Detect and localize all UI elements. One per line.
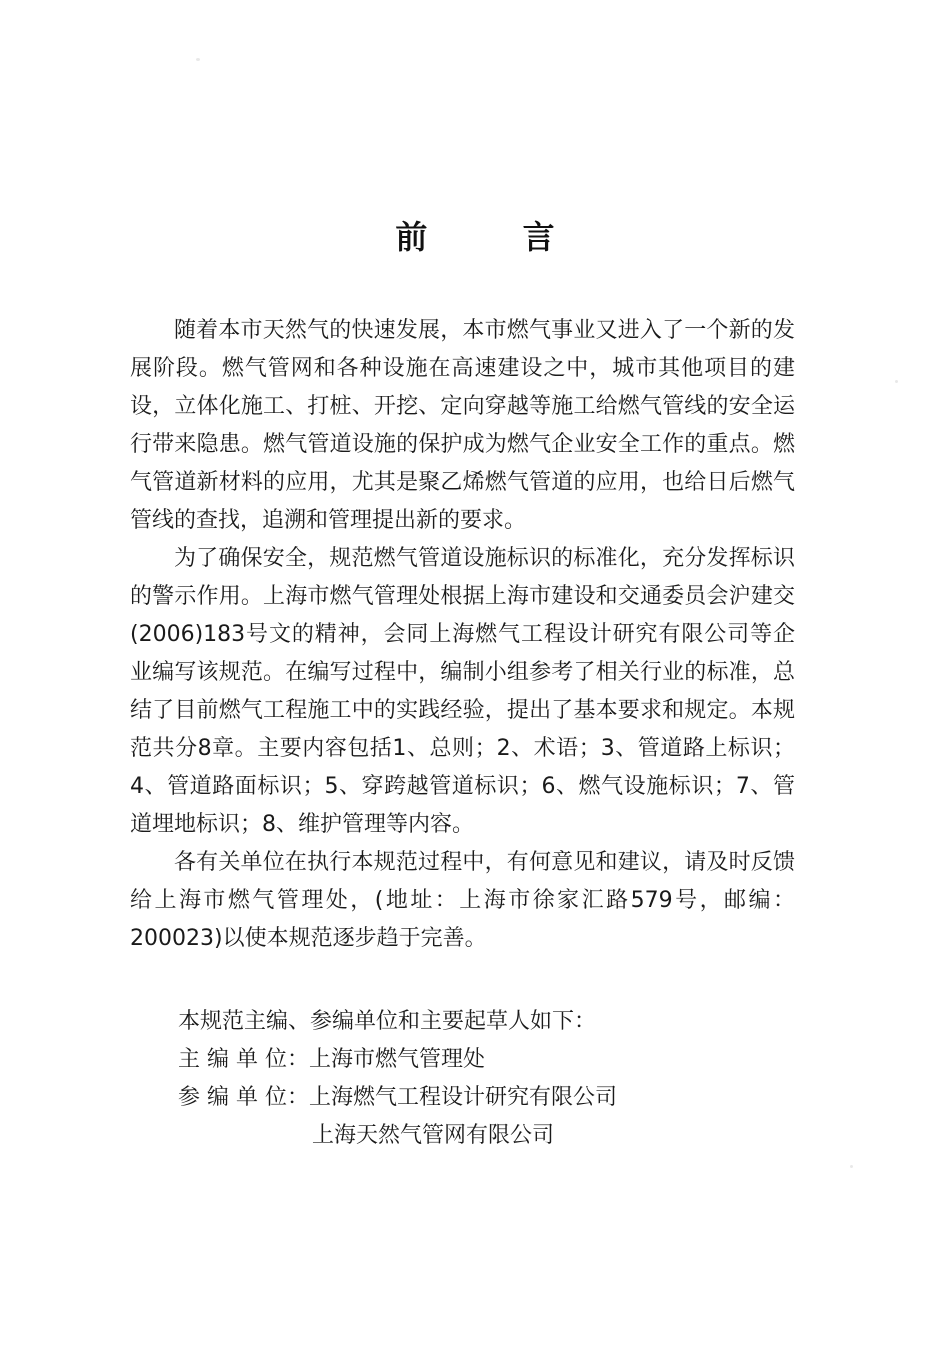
- paragraph-3: 各有关单位在执行本规范过程中，有何意见和建议，请及时反馈给上海市燃气管理处，(地址：上海市徐家汇路579号，邮编：200023)以使本规范逐步趋于完善。: [130, 850, 795, 951]
- chief-editor-unit: 主 编 单 位：上海市燃气管理处: [178, 1047, 485, 1072]
- scan-speck: [196, 58, 200, 61]
- scan-speck: [895, 380, 898, 383]
- paragraph-2: 为了确保安全，规范燃气管道设施标识的标准化，充分发挥标识的警示作用。上海市燃气管理处根据上海市建设和交通委员会沪建交(2006)183号文的精神，会同上海燃气工程设计研究有限公司等企业编写该规范。在编写过程中，编制小组参考了相关行业的标准，总结了目前燃气工程施工中的实践经验，提出了基本要求和规定。本规范共分8章。主要内容包括1、总则；2、术语；3、管道路上标识；4、管道路面标识；5、穿跨越管道标识；6、燃气设施标识；7、管道埋地标识；8、维护管理等内容。: [130, 546, 795, 837]
- paragraph-1: 随着本市天然气的快速发展，本市燃气事业又进入了一个新的发展阶段。燃气管网和各种设施在高速建设之中，城市其他项目的建设，立体化施工、打桩、开挖、定向穿越等施工给燃气管线的安全运行带来隐患。燃气管道设施的保护成为燃气企业安全工作的重点。燃气管道新材料的应用，尤其是聚乙烯燃气管道的应用，也给日后燃气管线的查找，追溯和管理提出新的要求。: [130, 318, 795, 533]
- scan-speck: [850, 1165, 853, 1168]
- credits-intro: 本规范主编、参编单位和主要起草人如下：: [178, 1009, 597, 1034]
- page-title: 前 言: [395, 218, 597, 256]
- participating-unit: 参 编 单 位：上海燃气工程设计研究有限公司: [178, 1085, 617, 1110]
- participating-unit-2: 上海天然气管网有限公司: [312, 1123, 555, 1148]
